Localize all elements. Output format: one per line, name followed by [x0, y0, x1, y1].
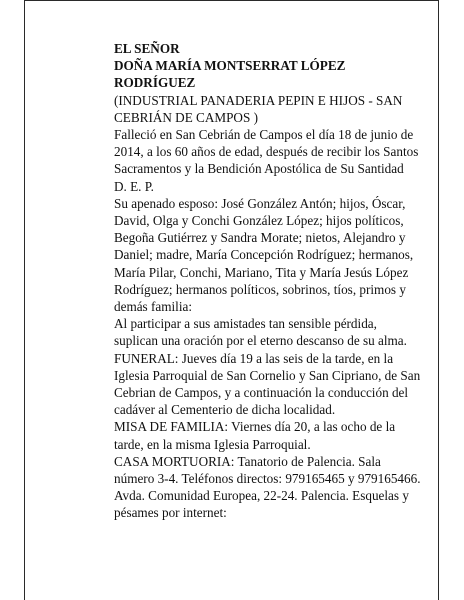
company-line: (INDUSTRIAL PANADERIA PEPIN E HIJOS - SAN CEBRIÁN DE CAMPOS ): [114, 92, 403, 125]
funeral-details: FUNERAL: Jueves día 19 a las seis de la tarde, en la Iglesia Parroquial de San Cornelio y San Cipriano, de San Cebrian de Campos, y a continuación la conducción del cadáver al Cementerio de dicha localidad.: [114, 350, 421, 418]
family-mass-details: MISA DE FAMILIA: Viernes día 20, a las ocho de la tarde, en la misma Iglesia Parroquial.: [114, 419, 396, 452]
dep-line: D. E. P.: [114, 178, 154, 194]
mortuary-details: CASA MORTUORIA: Tanatorio de Palencia. Sala número 3-4. Teléfonos directos: 979165465 y 979165466. Avda. Comunidad Europea, 22-24. Palencia. Esquelas y pésames por internet:: [114, 453, 421, 521]
deceased-name: DOÑA MARÍA MONTSERRAT LÓPEZ RODRÍGUEZ: [114, 58, 346, 91]
prayer-request: Al participar a sus amistades tan sensible pérdida, suplican una oración por el eterno descanso de su alma.: [114, 316, 407, 349]
obituary-text: [114, 40, 424, 522]
family-list: Su apenado esposo: José González Antón; hijos, Óscar, David, Olga y Conchi González López; hijos políticos, Begoña Gutiérrez y Sandra Morate; nietos, Alejandro y Daniel; madre, María Concepción Rodríguez; hermanos, María Pilar, Conchi, Mariano, Tita y María Jesús López Rodríguez; hermanos políticos, sobrinos, tíos, primos y demás familia:: [114, 195, 414, 315]
death-announcement: Falleció en San Cebrián de Campos el día 18 de junio de 2014, a los 60 años de edad, después de recibir los Santos Sacramentos y la Bendición Apostólica de Su Santidad: [114, 127, 419, 177]
honorific: EL SEÑOR: [114, 41, 180, 56]
